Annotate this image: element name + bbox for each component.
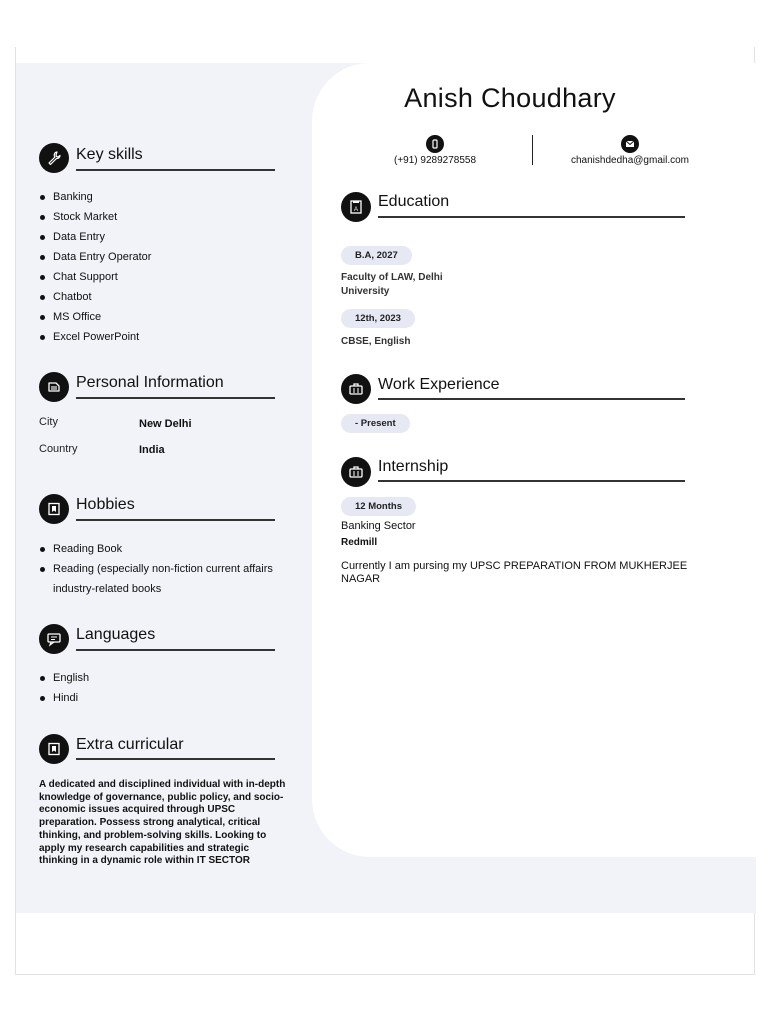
country-label: Country — [39, 443, 78, 455]
country-value: India — [139, 444, 165, 456]
id-card-icon — [39, 372, 69, 402]
list-item: Chat Support — [39, 267, 289, 287]
contact-email — [530, 135, 730, 166]
key-skills-title: Key skills — [76, 146, 143, 163]
list-item: Reading Book — [39, 539, 279, 559]
list-item: Reading (especially non-fiction current affairs industry-related books — [39, 559, 279, 599]
key-skills-list — [39, 187, 289, 347]
hobbies-list — [39, 539, 279, 599]
list-item: Data Entry Operator — [39, 247, 289, 267]
extra-curricular-text: A dedicated and disciplined individual with in-depth knowledge of governance, public policy, and socio-economic issues acquired through UPSC preparation. Possess strong analytical, critical thinking, and problem-solving skills. Looking to apply my research capabilities and strategic thinking in a dynamic role within IT SECTOR — [39, 779, 286, 867]
languages-rule — [76, 649, 275, 651]
languages-title: Languages — [76, 626, 156, 643]
list-item: Stock Market — [39, 207, 289, 227]
work-experience-title: Work Experience — [378, 376, 500, 393]
briefcase-icon — [341, 374, 371, 404]
education-title: Education — [378, 193, 450, 210]
candidate-name: Anish Choudhary — [404, 83, 616, 113]
resume-body — [16, 63, 756, 913]
list-item: MS Office — [39, 307, 289, 327]
education-school-1-line1: Faculty of LAW, Delhi — [341, 272, 443, 283]
key-skills-rule — [76, 169, 275, 171]
phone-number: (+91) 9289278558 — [393, 155, 477, 166]
internship-title: Internship — [378, 458, 449, 475]
bookmark-icon — [39, 734, 69, 764]
list-item: Excel PowerPoint — [39, 327, 289, 347]
personal-info-rule — [76, 397, 275, 399]
internship-description: Currently I am pursing my UPSC PREPARATION FROM MUKHERJEE NAGAR — [341, 560, 688, 585]
list-item: English — [39, 668, 279, 688]
bookmark-icon — [39, 494, 69, 524]
personal-info-title: Personal Information — [76, 374, 224, 391]
right-panel — [312, 63, 756, 857]
certificate-icon — [341, 192, 371, 222]
hobbies-title: Hobbies — [76, 496, 135, 513]
list-item: Banking — [39, 187, 289, 207]
languages-list — [39, 668, 279, 708]
mail-icon — [621, 135, 639, 153]
list-item: Chatbot — [39, 287, 289, 307]
chat-icon — [39, 624, 69, 654]
education-rule — [378, 216, 685, 218]
internship-rule — [378, 480, 685, 482]
list-item: Hindi — [39, 688, 279, 708]
education-school-1 — [341, 271, 443, 299]
city-label: City — [39, 416, 58, 428]
hobbies-rule — [76, 519, 275, 521]
email-address: chanishdedha@gmail.com — [571, 155, 689, 166]
svg-text:A: A — [353, 207, 359, 213]
city-value: New Delhi — [139, 418, 192, 430]
work-experience-rule — [378, 398, 685, 400]
list-item: Data Entry — [39, 227, 289, 247]
internship-company: Redmill — [341, 537, 378, 548]
internship-pill: 12 Months — [341, 497, 416, 516]
education-pill-2: 12th, 2023 — [341, 309, 415, 328]
extra-curricular-title: Extra curricular — [76, 736, 184, 753]
internship-role: Banking Sector — [341, 520, 416, 532]
wrench-icon — [39, 143, 69, 173]
extra-curricular-rule — [76, 758, 275, 760]
briefcase-icon — [341, 457, 371, 487]
contact-phone — [335, 135, 535, 166]
resume-page — [15, 47, 755, 975]
education-school-1-line2: University — [341, 286, 390, 297]
education-school-2: CBSE, English — [341, 336, 411, 347]
work-experience-pill: - Present — [341, 414, 410, 433]
phone-icon — [426, 135, 444, 153]
education-pill-1: B.A, 2027 — [341, 246, 412, 265]
